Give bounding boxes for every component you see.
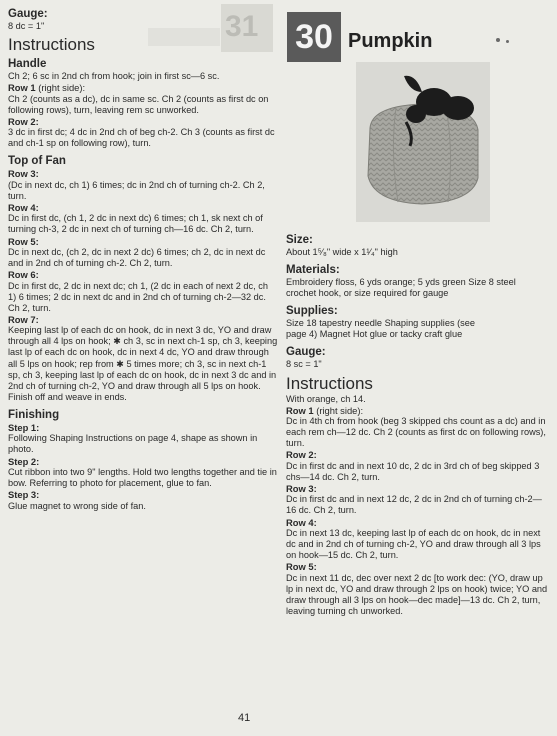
instructions-title: Instructions — [8, 35, 95, 55]
row1-text-right: Dc in 4th ch from hook (beg 3 skipped chs count as a dc) and in each rem ch—12 dc. Ch 2 (counts as first dc on following rows), turn. — [286, 416, 546, 449]
materials-heading: Materials: — [286, 264, 340, 277]
row4-label-right: Row 4: — [286, 516, 317, 528]
row4-text-right: Dc in next 13 dc, keeping last lp of each dc on hook, dc in next dc and in 2nd ch of turning ch-2, YO and draw through all 3 lps on hook—15 dc. Ch 2, turn. — [286, 527, 541, 561]
row2-text: 3 dc in first dc; 4 dc in 2nd ch of beg ch-2. Ch 3 (counts as first dc and ch-1 sp on following row), turn. — [8, 127, 275, 149]
finish-text: Finish off and weave in ends. — [8, 391, 127, 402]
instructions-title-right: Instructions — [286, 373, 373, 393]
size-text: About 1⁵⁄₈" wide x 1¹⁄₄" high — [286, 247, 398, 257]
gauge-heading-right: Gauge: — [286, 346, 326, 359]
speck — [506, 40, 509, 43]
project-name: Pumpkin — [348, 30, 433, 52]
row7-label: Row 7: — [8, 313, 39, 325]
gauge-value: 8 dc = 1" — [8, 21, 45, 31]
step1-text: Following Shaping Instructions on page 4, shape as shown in photo. — [8, 433, 258, 455]
step1-label: Step 1: — [8, 421, 40, 433]
row2-label: Row 2: — [8, 115, 39, 127]
row3-label-right: Row 3: — [286, 482, 317, 494]
finishing-heading: Finishing — [8, 408, 60, 421]
supplies-text: Size 18 tapestry needle Shaping supplies (see page 4) Magnet Hot glue or tacky craft glue — [286, 318, 475, 340]
row1-note-right: (right side): — [313, 404, 364, 416]
row1-heading — [8, 82, 278, 93]
row1-text: Ch 2 (counts as a dc), dc in same sc. Ch 2 (counts as first dc on following rows), turn, leaving rem sc unworked. — [8, 93, 269, 115]
row1-label: Row 1 — [8, 82, 36, 94]
step2-text: Cut ribbon into two 9" lengths. Hold two lengths together and tie in bow. Referring to photo for placement, glue to fan. — [8, 466, 277, 488]
gauge-value-right: 8 sc = 1" — [286, 359, 322, 370]
row5-label: Row 5: — [8, 235, 39, 247]
step3-text: Glue magnet to wrong side of fan. — [8, 500, 146, 511]
row1-note: (right side): — [35, 82, 86, 94]
bleed-through-number: 31 — [225, 10, 259, 43]
project-number-badge: 30 — [287, 12, 341, 62]
page-number: 41 — [238, 712, 251, 724]
left-column — [8, 8, 278, 512]
row4-text: Dc in first dc, (ch 1, 2 dc in next dc) 6 times; ch 1, sk next ch of turning ch-3, 2 dc in next ch of turning ch—16 dc. Ch 2, turn. — [8, 213, 263, 235]
handle-intro: Ch 2; 6 sc in 2nd ch from hook; join in first sc—6 sc. — [8, 71, 220, 82]
row6-label: Row 6: — [8, 269, 39, 281]
row5-label-right: Row 5: — [286, 561, 317, 573]
row5-text: Dc in next dc, (ch 2, dc in next 2 dc) 6 times; ch 2, dc in next dc and in 2nd ch of turning ch-2. Ch 2, turn. — [8, 246, 266, 269]
row1-heading-right — [286, 405, 548, 416]
gauge-heading: Gauge: — [8, 8, 48, 20]
row2-text-right: Dc in first dc and in next 10 dc, 2 dc in 3rd ch of beg skipped 3 chs—14 dc. Ch 2, turn. — [286, 460, 540, 482]
row3-label: Row 3: — [8, 168, 39, 180]
row2-label-right: Row 2: — [286, 449, 317, 461]
step3-label: Step 3: — [8, 489, 40, 501]
handle-heading: Handle — [8, 58, 47, 71]
size-heading: Size: — [286, 234, 313, 246]
step2-label: Step 2: — [8, 455, 40, 467]
top-of-fan-heading: Top of Fan — [8, 155, 66, 168]
right-column — [286, 234, 548, 617]
pattern-intro: With orange, ch 14. — [286, 393, 366, 404]
row1-label-right: Row 1 — [286, 404, 314, 416]
speck — [496, 38, 500, 42]
row6-text: Dc in first dc, 2 dc in next dc; ch 1, (2 dc in each of next 2 dc, ch 1) 6 times; 2 dc in next dc and in 2nd ch of turning ch-2—32 dc. Ch 2, turn. — [8, 280, 268, 313]
row4-label: Row 4: — [8, 201, 39, 213]
row7-text: Keeping last lp of each dc on hook, dc in next 3 dc, YO and draw through all 4 lps on hook; ✱ ch 3, sc in next ch-1 sp, ch 3, keeping last lp of each dc on hook, dc in next 4 dc, YO and draw through all 5 lps on hook; rep from ✱ 5 times more; ch 3, sc in next ch-1 sp, ch 3, keeping last lp of each dc on hook, dc in next 3 dc and in 2nd ch of turning ch-2, YO and draw through all 5 lps on hook. — [8, 325, 278, 391]
pumpkin-photo — [356, 62, 490, 222]
row3-text: (Dc in next dc, ch 1) 6 times; dc in 2nd ch of turning ch-2. Ch 2, turn. — [8, 179, 265, 201]
supplies-heading: Supplies: — [286, 305, 338, 318]
materials-text: Embroidery floss, 6 yds orange; 5 yds green Size 8 steel crochet hook, or size required for gauge — [286, 277, 516, 299]
row3-text-right: Dc in first dc and in next 12 dc, 2 dc in 2nd ch of turning ch-2—16 dc. Ch 2, turn. — [286, 494, 542, 516]
row5-text-right: Dc in next 11 dc, dec over next 2 dc [to work dec: (YO, draw up lp in next dc, YO and draw through 2 lps on hook) twice; YO and draw through all 3 lps on hook—dec made]—13 dc. Ch 2, turn, leaving turning ch unworked. — [286, 572, 548, 616]
